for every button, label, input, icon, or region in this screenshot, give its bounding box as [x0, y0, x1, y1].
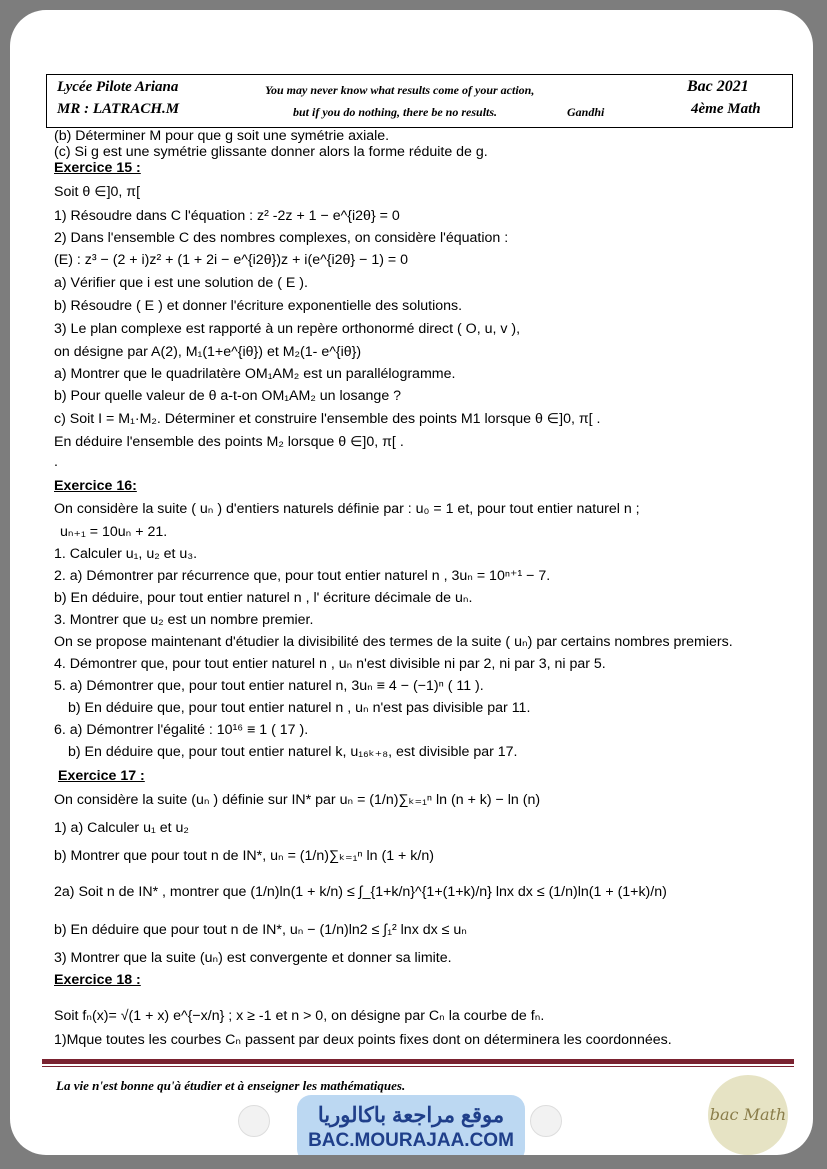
- text-line: 6. a) Démontrer l'égalité : 10¹⁶ ≡ 1 ( 17 ).: [54, 722, 309, 738]
- footer-divider-thin: [42, 1066, 794, 1067]
- school-name: Lycée Pilote Ariana: [57, 79, 179, 95]
- equation-line: (E) : z³ − (2 + i)z² + (1 + 2i − e^{i2θ})z + i(e^{i2θ} − 1) = 0: [54, 252, 408, 268]
- site-name-arabic: موقع مراجعة باكالوريا: [317, 1104, 505, 1127]
- text-line: on désigne par A(2), M₁(1+e^{iθ}) et M₂(1- e^{iθ}): [54, 344, 362, 360]
- text-line: En déduire l'ensemble des points M₂ lorsque θ ∈]0, π[ .: [54, 434, 404, 450]
- text-line: a) Montrer que le quadrilatère OM₁AM₂ est un parallélogramme.: [54, 366, 456, 382]
- left-logo-icon: [238, 1105, 270, 1137]
- text-line: c) Soit I = M₁·M₂. Déterminer et construire l'ensemble des points M1 lorsque θ ∈]0, π[ .: [54, 411, 601, 427]
- text-line: a) Vérifier que i est une solution de ( E ).: [54, 275, 308, 291]
- exercise-16-title: Exercice 16:: [54, 478, 137, 494]
- text-line: 1. Calculer u₁, u₂ et u₃.: [54, 546, 198, 562]
- quote-line-2: but if you do nothing, there be no results.: [293, 105, 498, 119]
- level-label: 4ème Math: [691, 101, 761, 117]
- teacher-name: MR : LATRACH.M: [57, 101, 180, 117]
- text-line: 1) Résoudre dans C l'équation : z² -2z + 1 − e^{i2θ} = 0: [54, 208, 400, 224]
- footer-motto: La vie n'est bonne qu'à étudier et à enseigner les mathématiques.: [56, 1078, 406, 1093]
- text-line: 1)Mque toutes les courbes Cₙ passent par deux points fixes dont on déterminera les coordonnées.: [54, 1032, 672, 1048]
- exam-label: Bac 2021: [687, 78, 749, 95]
- equation-line: uₙ₊₁ = 10uₙ + 21.: [60, 524, 168, 540]
- text-line: On considère la suite ( uₙ ) d'entiers naturels définie par : u₀ = 1 et, pour tout entier naturel n ;: [54, 501, 640, 517]
- text-line: b) En déduire que, pour tout entier naturel n , uₙ n'est pas divisible par 11.: [68, 700, 531, 716]
- exercise-15-title: Exercice 15 :: [54, 160, 141, 176]
- equation-line: On considère la suite (uₙ ) définie sur IN* par uₙ = (1/n)∑ₖ₌₁ⁿ ln (n + k) − ln (n): [54, 792, 541, 808]
- text-line: Soit θ ∈]0, π[: [54, 184, 141, 200]
- right-logo-icon: [530, 1105, 562, 1137]
- footer-divider: [42, 1059, 794, 1064]
- text-line: On se propose maintenant d'étudier la divisibilité des termes de la suite ( uₙ) par certains nombres premiers.: [54, 634, 733, 650]
- quote-author: Gandhi: [567, 105, 605, 119]
- site-badge[interactable]: [297, 1095, 525, 1155]
- text-line: 3) Montrer que la suite (uₙ) est convergente et donner sa limite.: [54, 950, 452, 966]
- text-line: (b) Déterminer M pour que g soit une symétrie axiale.: [54, 128, 390, 144]
- text-line: b) En déduire, pour tout entier naturel n , l' écriture décimale de uₙ.: [54, 590, 473, 606]
- equation-line: b) En déduire que pour tout n de IN*, uₙ − (1/n)ln2 ≤ ∫₁² lnx dx ≤ uₙ: [54, 922, 467, 938]
- text-line: 4. Démontrer que, pour tout entier naturel n , uₙ n'est divisible ni par 2, ni par 3, ni par 5.: [54, 656, 606, 672]
- exercise-17-title: Exercice 17 :: [58, 768, 145, 784]
- text-line: 2) Dans l'ensemble C des nombres complexes, on considère l'équation :: [54, 230, 509, 246]
- text-line: b) Pour quelle valeur de θ a-t-on OM₁AM₂ un losange ?: [54, 388, 402, 404]
- text-line: 2. a) Démontrer par récurrence que, pour tout entier naturel n , 3uₙ = 10ⁿ⁺¹ − 7.: [54, 568, 551, 584]
- equation-line: b) Montrer que pour tout n de IN*, uₙ = (1/n)∑ₖ₌₁ⁿ ln (1 + k/n): [54, 848, 434, 864]
- text-line: 5. a) Démontrer que, pour tout entier naturel n, 3uₙ ≡ 4 − (−1)ⁿ ( 11 ).: [54, 678, 484, 694]
- document-page: [10, 10, 813, 1155]
- text-line: 1) a) Calculer u₁ et u₂: [54, 820, 189, 836]
- text-line: 3) Le plan complexe est rapporté à un repère orthonormé direct ( O, u, v ),: [54, 321, 521, 337]
- bac-math-logo: bac Math: [708, 1075, 788, 1155]
- text-line: (c) Si g est une symétrie glissante donner alors la forme réduite de g.: [54, 144, 488, 160]
- equation-line: 2a) Soit n de IN* , montrer que (1/n)ln(1 + k/n) ≤ ∫_{1+k/n}^{1+(1+k)/n} lnx dx ≤ (1/n)ln(1 + (1+k)/n): [54, 884, 667, 900]
- text-line: .: [54, 454, 58, 470]
- equation-line: Soit fₙ(x)= √(1 + x) e^{−x/n} ; x ≥ -1 et n > 0, on désigne par Cₙ la courbe de fₙ.: [54, 1008, 545, 1024]
- exercise-18-title: Exercice 18 :: [54, 972, 141, 988]
- text-line: b) En déduire que, pour tout entier naturel k, u₁₆ₖ₊₈, est divisible par 17.: [68, 744, 518, 760]
- quote-line-1: You may never know what results come of your action,: [265, 83, 535, 97]
- text-line: b) Résoudre ( E ) et donner l'écriture exponentielle des solutions.: [54, 298, 463, 314]
- text-line: 3. Montrer que u₂ est un nombre premier.: [54, 612, 314, 628]
- site-url-link[interactable]: BAC.MOURAJAA.COM: [308, 1130, 514, 1151]
- header-box: [46, 74, 793, 128]
